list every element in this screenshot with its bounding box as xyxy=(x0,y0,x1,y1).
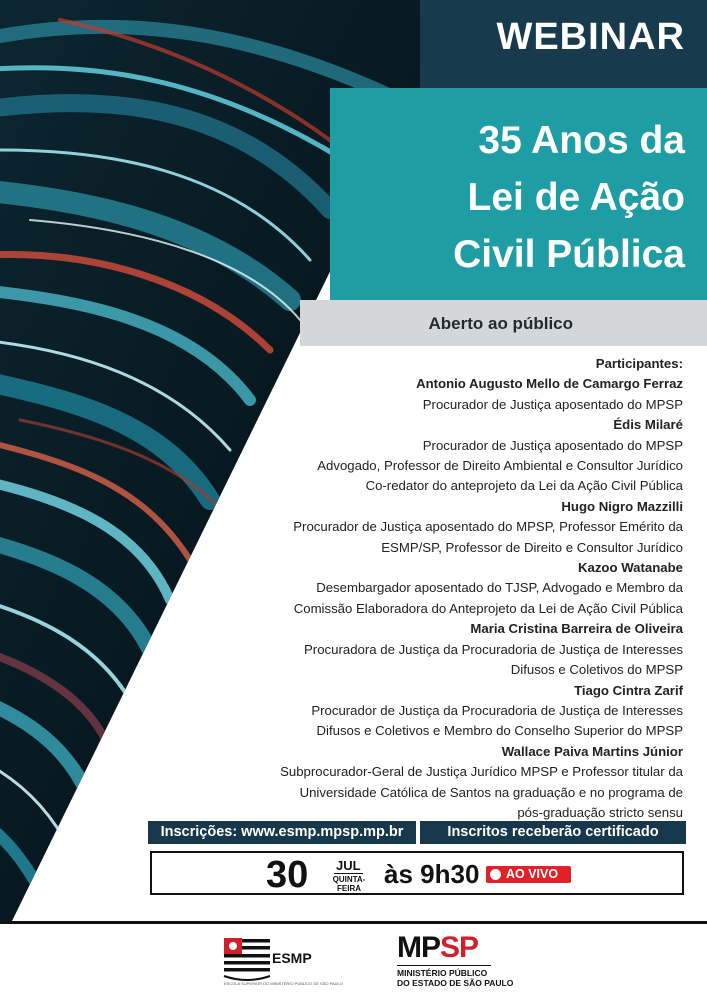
webinar-label: WEBINAR xyxy=(496,16,685,58)
participant-description: ESMP/SP, Professor de Direito e Consultor Jurídico xyxy=(381,539,683,555)
participant-description: Procurador de Justiça aposentado do MPSP xyxy=(422,437,683,453)
live-badge-label: AO VIVO xyxy=(506,867,559,881)
event-day: 30 xyxy=(266,854,309,896)
mpsp-subtitle-line: DO ESTADO DE SÃO PAULO xyxy=(397,978,514,988)
participant-name: Antonio Augusto Mello de Camargo Ferraz xyxy=(416,376,683,392)
open-to-public-subtitle: Aberto ao público xyxy=(428,314,573,333)
participant-name: Wallace Paiva Martins Júnior xyxy=(501,743,683,759)
participant-description: pós-graduação stricto sensu xyxy=(517,804,683,820)
event-month: JUL xyxy=(336,858,361,873)
participant-description: Procurador de Justiça da Procuradoria de Justiça de Interesses xyxy=(311,702,683,718)
participant-name: Tiago Cintra Zarif xyxy=(574,682,683,698)
participants-heading: Participantes: xyxy=(595,356,683,371)
participant-description: Procurador de Justiça aposentado do MPSP, Professor Emérito da xyxy=(293,519,683,535)
live-badge xyxy=(486,866,571,883)
mpsp-subtitle-line: MINISTÉRIO PÚBLICO xyxy=(397,968,488,978)
esmp-label: ESMP xyxy=(272,950,312,966)
registration-link[interactable]: Inscrições: www.esmp.mpsp.mp.br xyxy=(148,821,416,844)
participants-list xyxy=(243,354,683,823)
live-dot-icon xyxy=(490,869,501,880)
event-title-line: 35 Anos da xyxy=(478,119,685,162)
participant-name: Kazoo Watanabe xyxy=(577,560,683,576)
participant-description: Procurador de Justiça aposentado do MPSP xyxy=(422,396,683,412)
event-title-line: Lei de Ação xyxy=(467,176,685,219)
participant-description: Procuradora de Justiça da Procuradoria de Justiça de Interesses xyxy=(304,641,683,657)
participant-description: Universidade Católica de Santos na graduação e no programa de xyxy=(299,784,683,800)
event-date-box xyxy=(150,851,684,895)
mpsp-subtitle xyxy=(397,968,513,988)
footer-divider xyxy=(0,921,707,924)
mpsp-logo-mp: MP xyxy=(397,931,440,964)
certificate-notice: Inscritos receberão certificado xyxy=(420,821,686,844)
event-title-line: Civil Pública xyxy=(453,233,685,276)
participant-description: Advogado, Professor de Direito Ambiental e Consultor Jurídico xyxy=(317,458,683,474)
mpsp-logo-rule xyxy=(397,965,491,966)
event-weekday-line: FEIRA xyxy=(337,883,361,893)
event-weekday xyxy=(332,876,366,893)
participant-name: Hugo Nigro Mazzilli xyxy=(561,498,683,514)
mpsp-logo xyxy=(397,932,478,964)
esmp-subtitle: ESCOLA SUPERIOR DO MINISTÉRIO PÚBLICO DE SÃO PAULO xyxy=(224,981,343,986)
participant-description: Desembargador aposentado do TJSP, Advogado e Membro da xyxy=(316,580,683,596)
participant-description: Subprocurador-Geral de Justiça Jurídico MPSP e Professor titular da xyxy=(280,764,683,780)
participant-name: Maria Cristina Barreira de Oliveira xyxy=(470,621,683,637)
participant-name: Édis Milaré xyxy=(613,417,683,433)
participant-description: Comissão Elaboradora do Anteprojeto da Lei de Ação Civil Pública xyxy=(293,600,683,616)
mpsp-logo-sp: SP xyxy=(440,931,479,964)
participant-description: Difusos e Coletivos e Membro do Conselho Superior do MPSP xyxy=(316,723,683,739)
event-time: às 9h30 xyxy=(384,859,480,889)
participant-description: Difusos e Coletivos do MPSP xyxy=(510,662,683,678)
participant-description: Co-redator do anteprojeto da Lei da Ação Civil Pública xyxy=(365,478,683,494)
event-weekday-line: QUINTA- xyxy=(332,875,366,884)
event-title xyxy=(453,112,685,283)
